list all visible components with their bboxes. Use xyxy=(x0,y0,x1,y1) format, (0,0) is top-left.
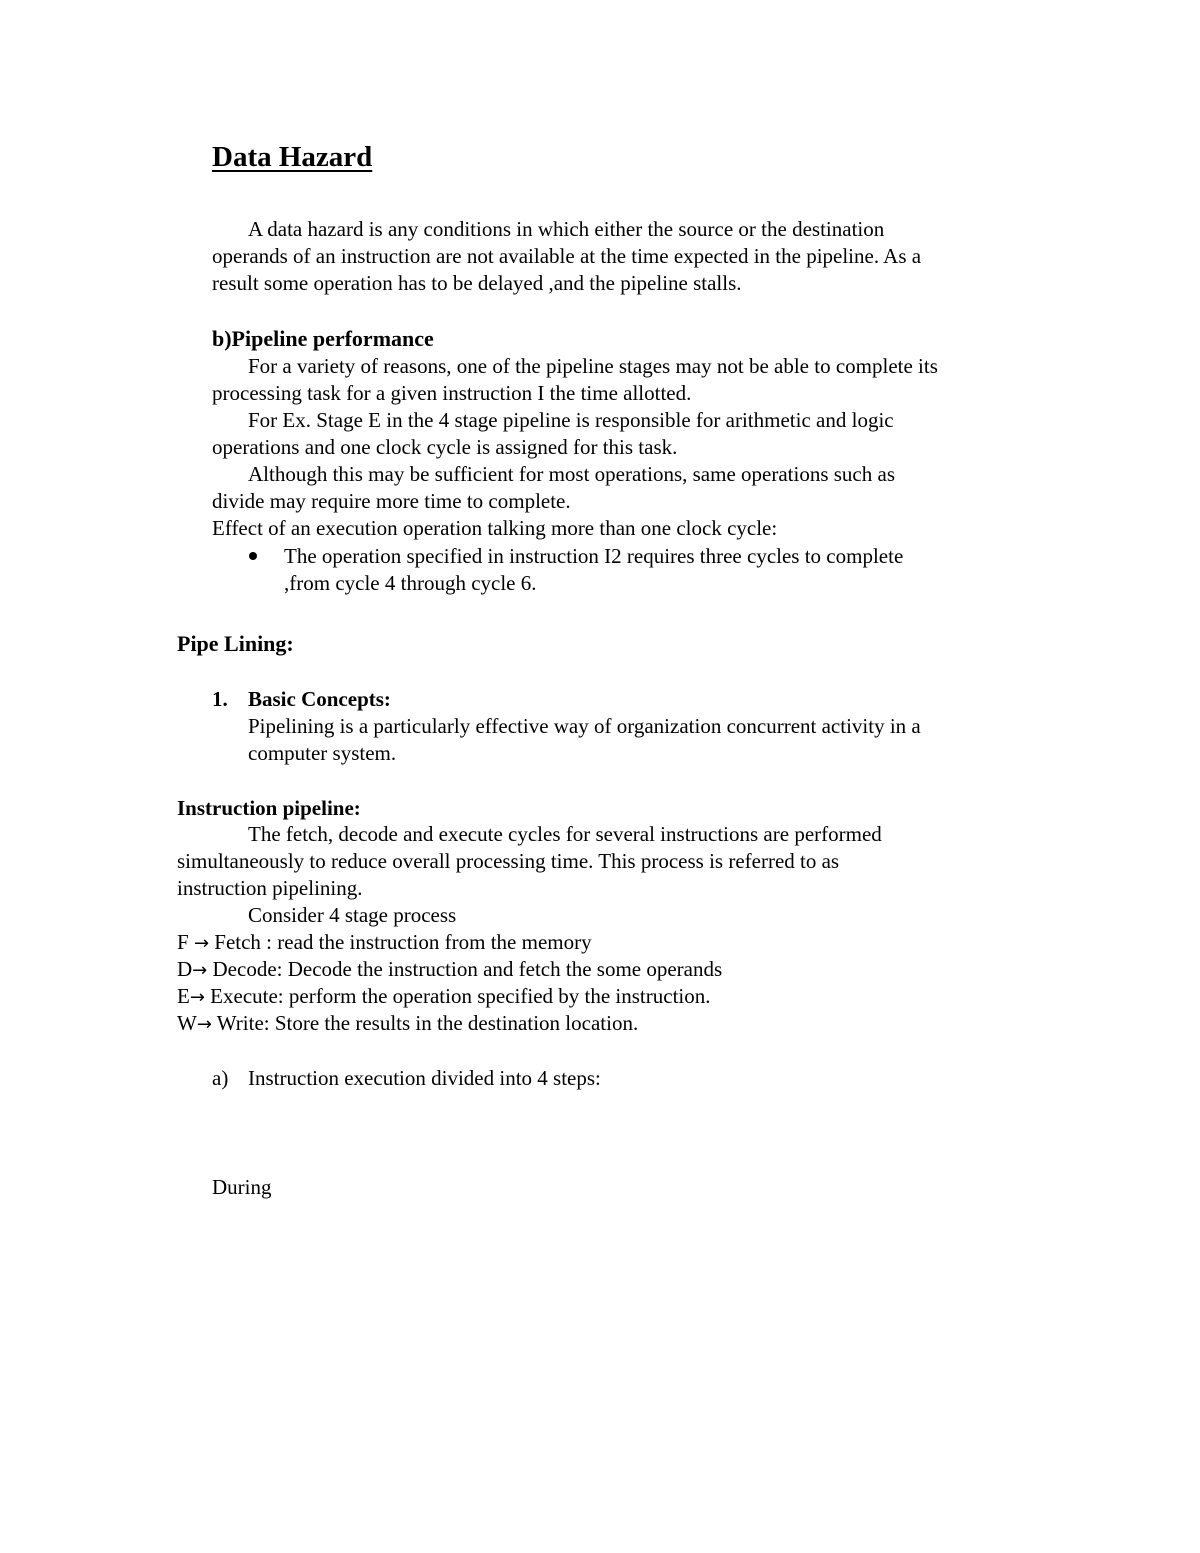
pipeline-performance-line-1: For a variety of reasons, one of the pipeline stages may not be able to complete its xyxy=(248,354,938,378)
pipeline-performance-heading: b)Pipeline performance xyxy=(212,326,434,351)
stage-text: Fetch : read the instruction from the memory xyxy=(214,930,592,954)
bullet-icon xyxy=(249,552,257,560)
basic-concepts-line-1: Pipelining is a particularly effective way of organization concurrent activity in a xyxy=(248,714,921,738)
basic-concepts-line-2: computer system. xyxy=(248,741,397,765)
instruction-pipeline-line-1: The fetch, decode and execute cycles for several instructions are performed xyxy=(248,822,882,846)
data-hazard-line-2: operands of an instruction are not available at the time expected in the pipeline. As a xyxy=(212,244,922,268)
stage-letter: D xyxy=(177,957,193,981)
stage-text: Write: Store the results in the destination location. xyxy=(216,1011,639,1035)
stage-letter: F xyxy=(177,930,189,954)
pipeline-performance-line-2: processing task for a given instruction I the time allotted. xyxy=(212,381,692,405)
pipeline-performance-line-6: divide may require more time to complete. xyxy=(212,489,571,513)
pipe-lining-heading: Pipe Lining: xyxy=(177,631,294,656)
during-text: During xyxy=(212,1175,272,1199)
list-item-number: 1. xyxy=(212,687,228,711)
stage-execute xyxy=(177,983,711,1011)
instruction-pipeline-heading: Instruction pipeline: xyxy=(177,796,361,820)
right-arrow-icon: → xyxy=(192,960,208,981)
stage-decode xyxy=(177,956,722,984)
pipeline-performance-line-4: operations and one clock cycle is assigned for this task. xyxy=(212,435,678,459)
instruction-pipeline-line-2: simultaneously to reduce overall processing time. This process is referred to as xyxy=(177,849,840,873)
stage-write xyxy=(177,1010,638,1038)
right-arrow-icon: → xyxy=(196,1014,212,1035)
pipeline-performance-line-3: For Ex. Stage E in the 4 stage pipeline is responsible for arithmetic and logic xyxy=(248,408,894,432)
basic-concepts-heading: Basic Concepts: xyxy=(248,687,391,711)
stage-letter: E xyxy=(177,984,190,1008)
instruction-pipeline-line-4: Consider 4 stage process xyxy=(248,903,457,927)
data-hazard-line-3: result some operation has to be delayed ,and the pipeline stalls. xyxy=(212,271,742,295)
page-title: Data Hazard xyxy=(212,141,373,173)
pipeline-performance-line-7: Effect of an execution operation talking more than one clock cycle: xyxy=(212,516,778,540)
stage-text: Execute: perform the operation specified by the instruction. xyxy=(210,984,711,1008)
pipeline-performance-line-5: Although this may be sufficient for most operations, same operations such as xyxy=(248,462,895,486)
data-hazard-line-1: A data hazard is any conditions in which either the source or the destination xyxy=(248,217,885,241)
right-arrow-icon: → xyxy=(193,933,210,954)
instruction-pipeline-line-3: instruction pipelining. xyxy=(177,876,363,900)
stage-text: Decode: Decode the instruction and fetch the some operands xyxy=(212,957,723,981)
stage-letter: W xyxy=(177,1011,197,1035)
sub-item-text: Instruction execution divided into 4 steps: xyxy=(248,1066,601,1090)
bullet-line-2: ,from cycle 4 through cycle 6. xyxy=(284,571,537,595)
stage-fetch xyxy=(177,929,592,957)
right-arrow-icon: → xyxy=(189,987,205,1008)
bullet-line-1: The operation specified in instruction I2 requires three cycles to complete xyxy=(284,544,904,568)
sub-item-label: a) xyxy=(212,1066,229,1090)
